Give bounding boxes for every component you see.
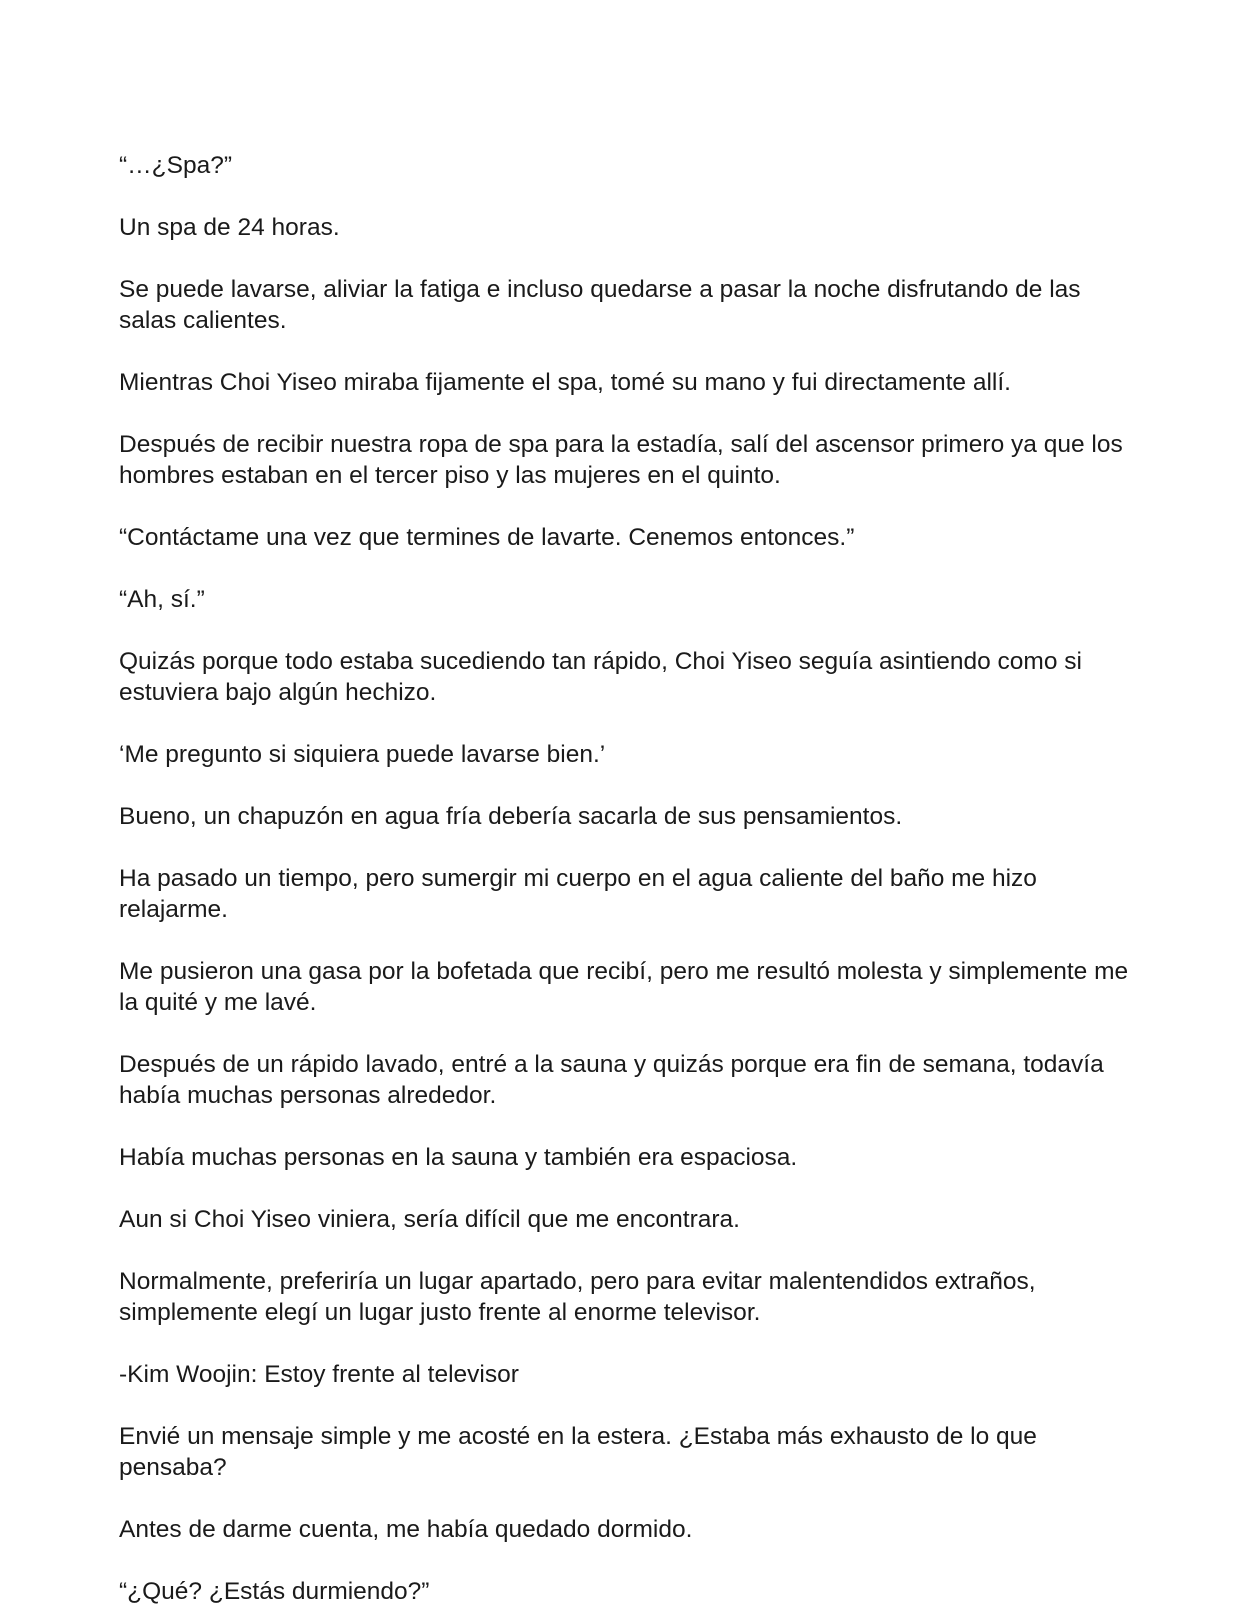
paragraph: “…¿Spa?”: [119, 152, 233, 179]
paragraph: Bueno, un chapuzón en agua fría debería sacarla de sus pensamientos.: [119, 803, 903, 830]
paragraph: Después de un rápido lavado, entré a la sauna y quizás porque era fin de semana, todavía había muchas personas alrededor.: [119, 1051, 1104, 1109]
paragraph: ‘Me pregunto si siquiera puede lavarse bien.’: [119, 741, 606, 768]
paragraph: Un spa de 24 horas.: [119, 214, 340, 241]
paragraph: Aun si Choi Yiseo viniera, sería difícil que me encontrara.: [119, 1206, 740, 1233]
paragraph: “¿Qué? ¿Estás durmiendo?”: [119, 1578, 430, 1605]
paragraph: Después de recibir nuestra ropa de spa para la estadía, salí del ascensor primero ya que los hombres estaban en el tercer piso y las mujeres en el quinto.: [119, 431, 1123, 489]
paragraph: “Ah, sí.”: [119, 586, 205, 613]
document-body: [119, 150, 1129, 1617]
paragraph: Antes de darme cuenta, me había quedado dormido.: [119, 1516, 693, 1543]
paragraph: Ha pasado un tiempo, pero sumergir mi cuerpo en el agua caliente del baño me hizo relajarme.: [119, 865, 1037, 923]
paragraph: Me pusieron una gasa por la bofetada que recibí, pero me resultó molesta y simplemente me la quité y me lavé.: [119, 958, 1129, 1016]
paragraph: Se puede lavarse, aliviar la fatiga e incluso quedarse a pasar la noche disfrutando de las salas calientes.: [119, 276, 1081, 334]
paragraph: -Kim Woojin: Estoy frente al televisor: [119, 1361, 519, 1388]
paragraph: “Contáctame una vez que termines de lavarte. Cenemos entonces.”: [119, 524, 855, 551]
paragraph: Envié un mensaje simple y me acosté en la estera. ¿Estaba más exhausto de lo que pensaba?: [119, 1423, 1037, 1481]
paragraph: Había muchas personas en la sauna y también era espaciosa.: [119, 1144, 798, 1171]
paragraph: Quizás porque todo estaba sucediendo tan rápido, Choi Yiseo seguía asintiendo como si estuviera bajo algún hechizo.: [119, 648, 1082, 706]
paragraph: Mientras Choi Yiseo miraba fijamente el spa, tomé su mano y fui directamente allí.: [119, 369, 1011, 396]
paragraph: Normalmente, preferiría un lugar apartado, pero para evitar malentendidos extraños, simplemente elegí un lugar justo frente al enorme televisor.: [119, 1268, 1036, 1326]
